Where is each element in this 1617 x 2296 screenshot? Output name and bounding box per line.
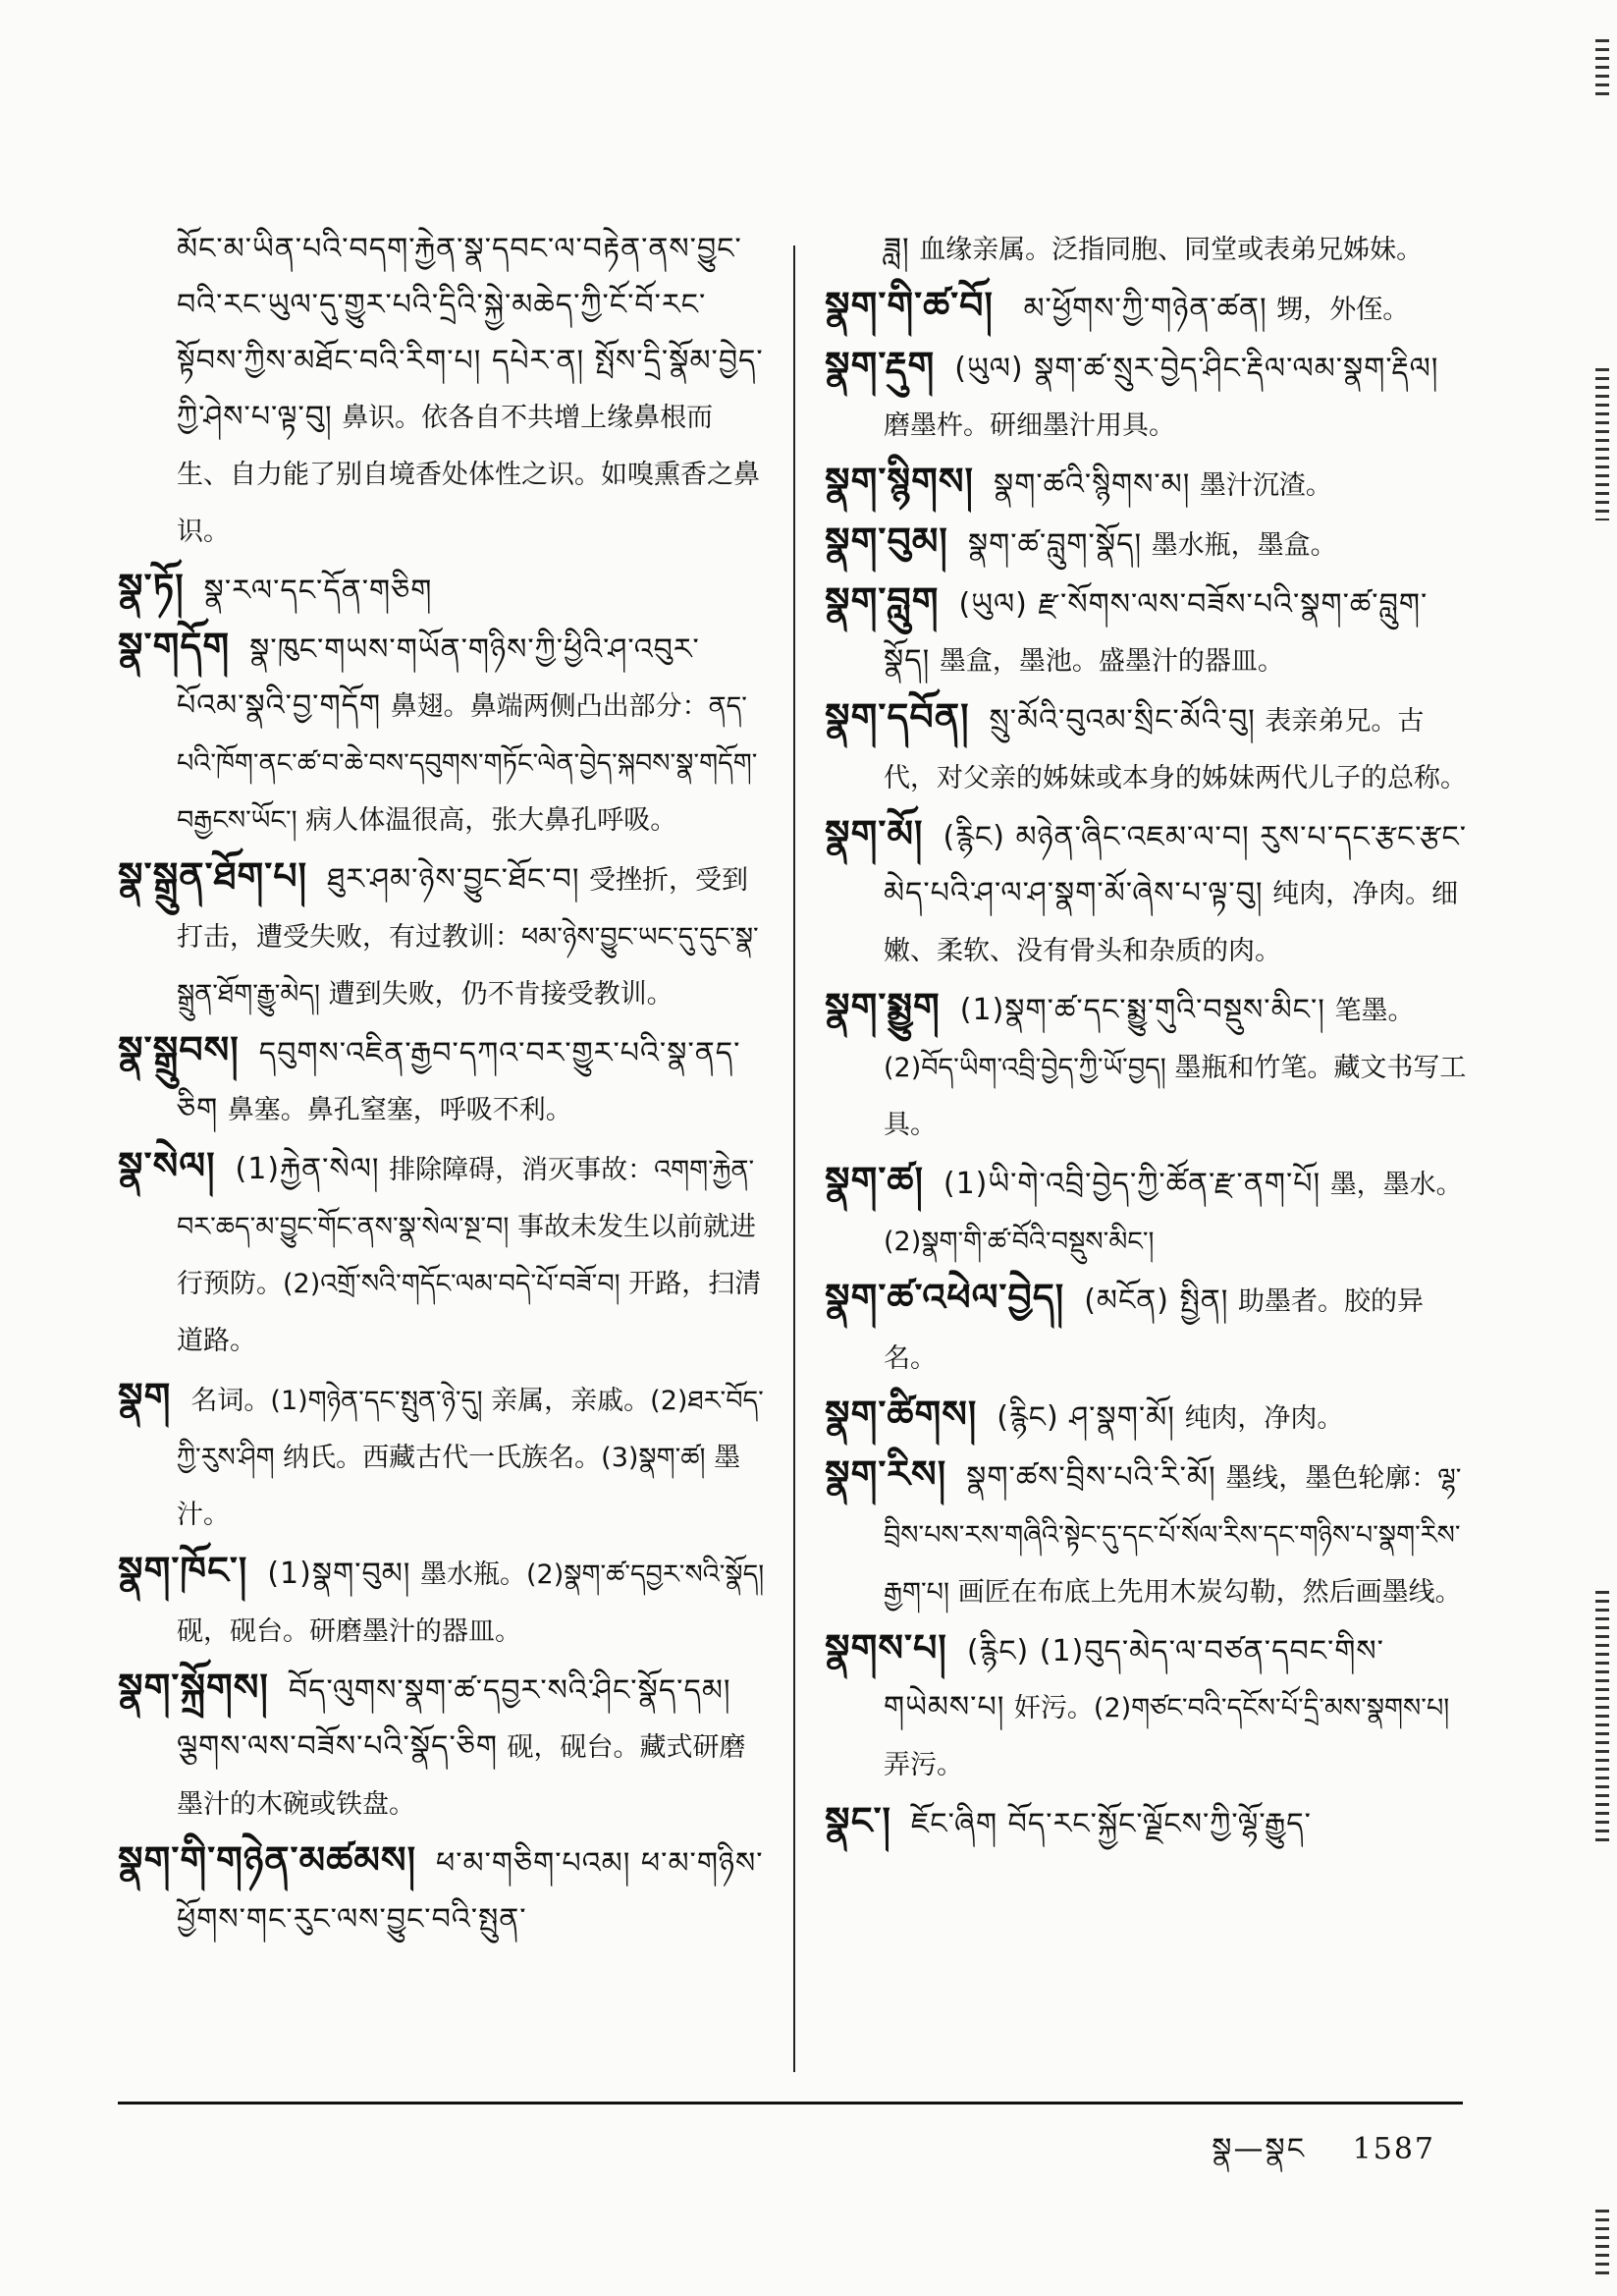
column-divider [793, 246, 795, 2072]
dictionary-entry [825, 454, 1473, 514]
tibetan-definition: (མངོན) སྤྱིན། [1084, 1284, 1229, 1318]
entry-headword: སྣང་། [825, 1799, 891, 1842]
entry-headword: སྣག་ཚ་འཕེལ་བྱེད། [825, 1276, 1065, 1319]
tibetan-definition: ཕ་མ་གཅིག་པའམ། ཕ་མ་གཉིས་ཕྱོགས་གང་རུང་ལས་བྱུང་བའི་སྤུན་ [177, 1846, 764, 1937]
entry-headword: སྣག་གི་ཚ་བོ། [825, 284, 994, 327]
tibetan-definition: དབུགས་འཇིན་རྒྱབ་དཀའ་བར་གྱུར་པའི་སྣ་ནད་ཅིག [177, 1036, 741, 1126]
entry-headword: སྣག་རྡུག [825, 344, 936, 387]
tibetan-definition: མོང་མ་ཡིན་པའི་བདག་རྐྱེན་སྣ་དབང་ལ་བརྟེན་ནས་བྱུང་བའི་རང་ཡུལ་དུ་གྱུར་པའི་དྲིའི་སྐྱེ་མཆེད་ཀྱི་ངོ་བོ་རང་སྟོབས་ཀྱིས་མཐོང་བའི་རིག་པ། དཔེར་ན། སྤོས་དྲི་སྣོམ་བྱེད་ཀྱི་ཤེས་པ་ལྟ་བུ། [177, 232, 764, 434]
dictionary-entry [118, 848, 766, 1022]
dictionary-entry [118, 221, 766, 560]
tibetan-definition: (1)རྐྱེན་སེལ། [235, 1152, 380, 1186]
tibetan-definition: (རྙིང) (1)བུད་མེད་ལ་བཙན་དབང་གིས་གཡེམས་པ། [884, 1634, 1384, 1724]
left-column [118, 221, 766, 1947]
chinese-definition: 受挫折，受到打击，遭受失败，有过教训：ཕམ་ཉེས་བྱུང་ཡང་དུ་དུང་སྣ་སྒྲུན་ཐོག་རྒྱུ་མེད། 遭到失败，仍不肯接受教训。 [177, 865, 759, 1010]
dictionary-entry [118, 1022, 766, 1138]
tibetan-definition: (རྙིང) མཉེན་ཞིང་འཇམ་ལ་བ། རུས་པ་དང་རྩང་རྩང་མེད་པའི་ཤ་ལ་ཤ་སྣག་མོ་ཞེས་པ་ལྟ་བུ། [884, 820, 1468, 910]
tibetan-definition: ཐུར་ཤམ་ཉེས་བྱུང་ཐོང་བ། [327, 862, 580, 897]
chinese-definition: 助墨者。胶的异名。 [884, 1286, 1424, 1374]
tibetan-definition: སྣ་ཁུང་གཡས་གཡོན་གཉིས་ཀྱི་ཕྱིའི་ཤ་འབུར་པོའམ་སྣའི་བྱ་གདོག [177, 632, 700, 723]
chinese-definition: 鼻识。依各自不共增上缘鼻根而生、自力能了别自境香处体性之识。如嗅熏香之鼻识。 [177, 403, 760, 547]
tibetan-definition: མ་ཕྱོགས་ཀྱི་གཉེན་ཚན། [1012, 292, 1267, 326]
dictionary-entry [825, 338, 1473, 454]
tibetan-definition: སྣག་ཚ་བླུག་སྣོད། [967, 527, 1143, 562]
chinese-definition: 血缘亲属。泛指同胞、同堂或表弟兄姊妹。 [919, 235, 1424, 265]
tibetan-definition: སྲུ་མོའི་བུའམ་སྲིང་མོའི་བུ། [989, 703, 1256, 738]
dictionary-entry [825, 1270, 1473, 1387]
tibetan-definition: (ཡུལ) རྫ་སོགས་ལས་བཟོས་པའི་སྣག་ཚ་བླུག་སྣོད། [884, 587, 1428, 678]
dictionary-entry [118, 560, 766, 619]
entry-headword: སྣ་སྒྲུབས། [118, 1028, 240, 1071]
dictionary-entry [825, 806, 1473, 979]
chinese-definition: 墨，墨水。(2)སྣག་གི་ཚ་བོའི་བསྡུས་མིང་། [884, 1170, 1463, 1257]
dictionary-entry [825, 1153, 1473, 1270]
right-column [825, 221, 1473, 1852]
chinese-definition: 鼻塞。鼻孔窒塞，呼吸不利。 [227, 1095, 572, 1125]
chinese-definition: 表亲弟兄。古代，对父亲的姊妹或本身的姊妹两代儿子的总称。 [884, 706, 1467, 793]
page-footer [1212, 2116, 1435, 2199]
entry-headword: སྣག་སྙིགས། [825, 460, 974, 503]
tibetan-definition: སྣག་ཚའི་སྙིགས་མ། [993, 467, 1191, 502]
entry-headword: སྣག་སྨྱུག [825, 985, 941, 1028]
tibetan-definition: (1)སྣག་བུམ། [267, 1557, 411, 1591]
scan-edge-mark [1595, 368, 1609, 520]
tibetan-definition: ཇོང་ཞིག བོད་རང་སྐྱོང་ལྗོངས་ཀྱི་ལྷོ་རྒྱུད་ [911, 1807, 1312, 1841]
dictionary-entry [825, 979, 1473, 1153]
entry-headword: སྣག་ཚིགས། [825, 1393, 978, 1436]
dictionary-entry [118, 1660, 766, 1832]
tibetan-definition: སྣག་ཚས་བྲིས་པའི་རི་མོ། [966, 1460, 1216, 1495]
chinese-definition: 磨墨杵。研细墨汁用具。 [884, 410, 1175, 441]
dictionary-entry [825, 689, 1473, 806]
scan-edge-mark [1595, 1591, 1609, 1846]
chinese-definition: 墨盒，墨池。盛墨汁的器皿。 [939, 646, 1284, 677]
entry-headword: སྣག་མོ། [825, 812, 924, 855]
dictionary-entry [825, 1447, 1473, 1620]
entry-headword: སྣག་བླུག [825, 579, 940, 623]
entry-headword: སྣ་གདོག [118, 625, 231, 668]
chinese-definition: 名词。(1)གཉེན་དང་སྤུན་ཉེ་དུ། 亲属，亲戚。(2)ཐར་བོད་ཀྱི་རུས་ཤིག 纳氏。西藏古代一氏族名。(3)སྣག་ཚ། 墨汁。 [177, 1386, 764, 1530]
chinese-definition: 纯肉，净肉。细嫩、柔软、没有骨头和杂质的肉。 [884, 879, 1459, 966]
headword-range: སྣ—སྣང [1212, 2132, 1307, 2166]
entry-headword: སྣགས་པ། [825, 1626, 947, 1669]
chinese-definition: 墨水瓶，墨盒。 [1151, 530, 1337, 561]
chinese-definition: 砚，砚台。藏式研磨墨汁的木碗或铁盘。 [177, 1732, 746, 1820]
chinese-definition: 纯肉，净肉。 [1184, 1403, 1344, 1434]
dictionary-entry [118, 1138, 766, 1369]
dictionary-entry [118, 1832, 766, 1947]
entry-headword: སྣག་གི་གཉེན་མཚམས། [118, 1838, 417, 1882]
dictionary-entry [118, 1369, 766, 1543]
scan-edge-mark [1595, 39, 1609, 98]
tibetan-definition: (1)ཡི་གེ་འབྲི་བྱེད་ཀྱི་ཚོན་རྫ་ནག་པོ། [943, 1167, 1321, 1201]
tibetan-definition: (1)སྣག་ཚ་དང་སྨྱུ་གུའི་བསྡུས་མིང་། [959, 993, 1325, 1027]
page-number: 1587 [1352, 2132, 1435, 2166]
dictionary-entry [825, 514, 1473, 574]
chinese-definition: 排除障碍，消灭事故：འགག་རྐྱེན་བར་ཆད་མ་བྱུང་གོང་ནས་སྣ་སེལ་སྔ་བ། 事故未发生以前就进行预防。(2)འགྲོ་སའི་གདོང་ལམ་བདེ་པོ་བཟོ་བ། 开路，扫清道路。 [177, 1155, 762, 1356]
entry-headword: སྣག་རིས། [825, 1452, 947, 1496]
chinese-definition: 墨水瓶。(2)སྣག་ཚ་དབྱར་སའི་སྣོད། 砚，砚台。研磨墨汁的器皿。 [177, 1559, 765, 1647]
dictionary-entry [825, 1793, 1473, 1852]
chinese-definition: 甥，外侄。 [1276, 295, 1410, 325]
chinese-definition: 奸污。(2)གཙང་བའི་དངོས་པོ་དྲི་མས་སྣགས་པ། 弄污。 [884, 1693, 1450, 1780]
entry-headword: སྣ་ཏོ། [118, 566, 185, 609]
tibetan-definition: (རྙིང) ཤ་སྣག་མོ། [997, 1400, 1175, 1435]
tibetan-definition: ཟླ། [884, 232, 910, 266]
footer-rule [118, 2102, 1463, 2105]
entry-headword: སྣག་དབོན། [825, 695, 970, 738]
chinese-definition: 笔墨。(2)བོད་ཡིག་འབྲི་བྱེད་ཀྱི་ཡོ་བྱད། 墨瓶和竹笔。藏文书写工具。 [884, 996, 1467, 1140]
entry-headword: སྣ་སྒྲུན་ཐོག་པ། [118, 854, 308, 898]
dictionary-entry [118, 1543, 766, 1660]
entry-headword: སྣ་སེལ། [118, 1144, 216, 1187]
dictionary-entry [825, 1387, 1473, 1447]
tibetan-definition: (ཡུལ) སྣག་ཚ་སྲུར་བྱེད་ཤིང་རྡིལ་ལམ་སྣག་རྡིལ། [954, 352, 1439, 386]
tibetan-definition: སྣ་རལ་དང་དོན་གཅིག [203, 574, 433, 608]
entry-headword: སྣག [118, 1375, 172, 1418]
dictionary-entry [118, 619, 766, 848]
chinese-definition: 墨汁沉渣。 [1199, 470, 1332, 501]
entry-headword: སྣག་སྐྲོགས། [118, 1666, 269, 1709]
entry-headword: སྣག་ཁོང་། [118, 1549, 248, 1592]
dictionary-entry [825, 1620, 1473, 1793]
tibetan-definition: བོད་ལུགས་སྣག་ཚ་དབྱར་སའི་ཤིང་སྣོད་དམ། ལྕགས་ལས་བཟོས་པའི་སྣོད་ཅིག [177, 1673, 731, 1764]
dictionary-entry [825, 278, 1473, 338]
entry-headword: སྣག་བུམ། [825, 519, 948, 563]
chinese-definition: 鼻翅。鼻端两侧凸出部分：ནད་པའི་ཁོག་ནང་ཚ་བ་ཆེ་བས་དབུགས་གཏོང་ལེན་བྱེད་སྐབས་སྣ་གདོག་བརྒྱངས་ཡོང་། 病人体温很高，张大鼻孔呼吸。 [177, 691, 758, 836]
dictionary-entry [825, 574, 1473, 689]
chinese-definition: 墨线，墨色轮廓：ལྷ་བྲིས་པས་རས་གཞིའི་སྟེང་དུ་དང་པོ་སོལ་རིས་དང་གཉིས་པ་སྣག་རིས་རྒྱག་པ། 画匠在布底上先用木炭勾勒，然后画墨线。 [884, 1463, 1462, 1608]
dictionary-entry [825, 221, 1473, 278]
scan-edge-mark [1595, 2210, 1609, 2278]
entry-headword: སྣག་ཚ། [825, 1159, 924, 1202]
